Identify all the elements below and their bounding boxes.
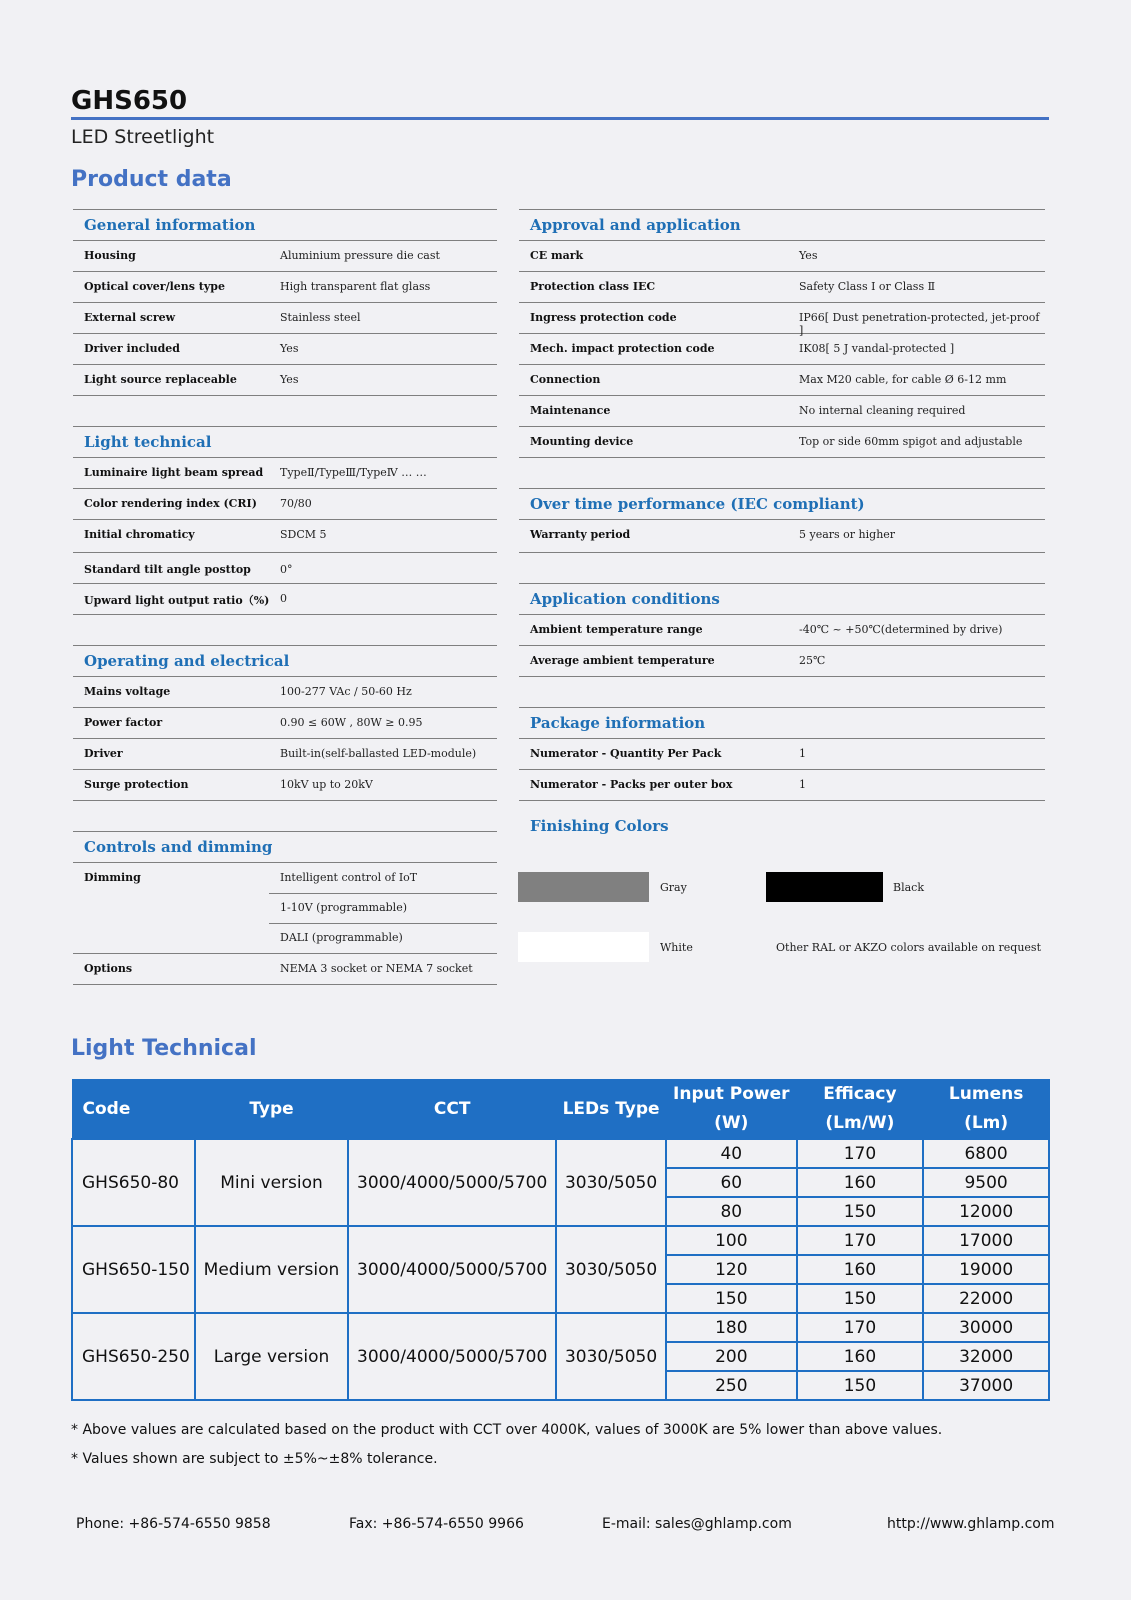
spec-label: Mounting device	[530, 435, 634, 448]
section-title: General information	[84, 216, 256, 234]
spacer-row	[73, 396, 497, 427]
spec-label: Warranty period	[530, 528, 631, 541]
spec-value: Yes	[280, 373, 299, 386]
header-cct: CCT	[348, 1080, 556, 1140]
header-line: Efficacy	[823, 1084, 897, 1104]
product-data-heading: Product data	[71, 167, 232, 192]
table-row	[72, 1139, 1049, 1168]
spec-value: 1	[799, 778, 806, 791]
spec-row	[73, 334, 497, 365]
spec-row	[73, 458, 497, 489]
spec-value: 0.90 ≤ 60W , 80W ≥ 0.95	[280, 716, 423, 729]
section-title: Controls and dimming	[84, 838, 273, 856]
cell-lumens: 22000	[923, 1284, 1049, 1313]
product-subtitle: LED Streetlight	[71, 126, 215, 148]
spec-label: Luminaire light beam spread	[84, 466, 264, 479]
cell-efficacy: 160	[797, 1342, 924, 1371]
spec-value: SDCM 5	[280, 528, 327, 541]
white-label: White	[660, 941, 693, 954]
dimming-label: Dimming	[84, 871, 141, 884]
table-row	[72, 1226, 1049, 1255]
header-code: Code	[72, 1080, 195, 1140]
spec-value: 10kV up to 20kV	[280, 778, 373, 791]
spacer-row	[519, 458, 1045, 489]
header-lumens	[923, 1080, 1049, 1140]
cell-efficacy: 170	[797, 1313, 924, 1342]
dimming-option	[269, 863, 497, 894]
spec-label: Initial chromaticy	[84, 528, 195, 541]
spec-value: NEMA 3 socket or NEMA 7 socket	[280, 962, 473, 975]
dimming-value: Intelligent control of IoT	[280, 871, 418, 884]
header-line: Input Power	[673, 1084, 790, 1104]
white-swatch	[518, 932, 649, 962]
header-line: (W)	[714, 1113, 749, 1133]
footer-email[interactable]: E-mail: sales@ghlamp.com	[602, 1516, 792, 1532]
dimming-option	[269, 923, 497, 953]
section-header-approval	[519, 209, 1045, 241]
spec-label: Driver	[84, 747, 123, 760]
cell-efficacy: 170	[797, 1226, 924, 1255]
spec-label: Numerator - Packs per outer box	[530, 778, 733, 791]
spec-row	[73, 739, 497, 770]
dimming-value: DALI (programmable)	[280, 931, 403, 944]
header-type: Type	[195, 1080, 348, 1140]
dimming-block	[73, 863, 497, 954]
other-colors-note: Other RAL or AKZO colors available on request	[776, 941, 1041, 954]
spec-value: IP66[ Dust penetration-protected, jet-proof ]	[799, 311, 1040, 337]
spec-row	[519, 739, 1045, 770]
spec-row	[519, 272, 1045, 303]
section-header-conditions	[519, 584, 1045, 615]
header-efficacy	[797, 1080, 924, 1140]
black-swatch	[766, 872, 883, 902]
spec-value: 1	[799, 747, 806, 760]
cell-type: Mini version	[195, 1139, 348, 1226]
footer-phone: Phone: +86-574-6550 9858	[76, 1516, 271, 1532]
section-title: Approval and application	[530, 216, 741, 234]
spec-row	[73, 489, 497, 520]
cell-efficacy: 150	[797, 1197, 924, 1226]
section-header-light	[73, 427, 497, 458]
spec-value: Yes	[799, 249, 818, 262]
spec-label: Maintenance	[530, 404, 611, 417]
left-spec-column	[73, 209, 497, 985]
cell-power: 150	[666, 1284, 797, 1313]
right-spec-column	[519, 209, 1045, 801]
spec-row	[519, 520, 1045, 553]
cell-lumens: 12000	[923, 1197, 1049, 1226]
black-label: Black	[893, 881, 924, 894]
spec-value: 0°	[280, 563, 293, 576]
spec-row	[519, 646, 1045, 677]
title-divider	[71, 117, 1049, 120]
spec-row	[73, 520, 497, 553]
light-technical-table	[71, 1079, 1050, 1401]
spec-label: Color rendering index (CRI)	[84, 497, 257, 510]
cell-power: 100	[666, 1226, 797, 1255]
section-title: Over time performance (IEC compliant)	[530, 495, 865, 513]
spec-value: Safety Class Ⅰ or Class Ⅱ	[799, 280, 936, 293]
cell-efficacy: 160	[797, 1168, 924, 1197]
spec-label: Connection	[530, 373, 601, 386]
spacer-row	[73, 801, 497, 832]
spec-value: Max M20 cable, for cable Ø 6-12 mm	[799, 373, 1007, 386]
spec-row	[73, 770, 497, 801]
cell-power: 40	[666, 1139, 797, 1168]
spec-label: Power factor	[84, 716, 163, 729]
spec-label: CE mark	[530, 249, 584, 262]
cell-leds: 3030/5050	[556, 1226, 666, 1313]
section-title: Package information	[530, 714, 706, 732]
spec-value: IK08[ 5 J vandal-protected ]	[799, 342, 955, 355]
spacer-row	[519, 553, 1045, 584]
spec-label: Optical cover/lens type	[84, 280, 225, 293]
header-line: (Lm)	[964, 1113, 1009, 1133]
cell-efficacy: 150	[797, 1284, 924, 1313]
spec-row	[519, 365, 1045, 396]
cell-efficacy: 150	[797, 1371, 924, 1400]
cell-lumens: 19000	[923, 1255, 1049, 1284]
footnote-tolerance: * Values shown are subject to ±5%~±8% tolerance.	[71, 1451, 438, 1467]
product-code-title: GHS650	[71, 86, 188, 116]
light-technical-heading: Light Technical	[71, 1036, 257, 1061]
gray-swatch	[518, 872, 649, 902]
cell-lumens: 32000	[923, 1342, 1049, 1371]
spec-label: Surge protection	[84, 778, 189, 791]
header-leds-type: LEDs Type	[556, 1080, 666, 1140]
cell-cct: 3000/4000/5000/5700	[348, 1226, 556, 1313]
footnote-cct: * Above values are calculated based on the product with CCT over 4000K, values of 3000K are 5% lower than above values.	[71, 1422, 943, 1438]
spec-value: Aluminium pressure die cast	[280, 249, 440, 262]
cell-cct: 3000/4000/5000/5700	[348, 1139, 556, 1226]
spacer-row	[519, 677, 1045, 708]
finishing-colors-heading: Finishing Colors	[530, 817, 669, 835]
spec-value: TypeⅡ/TypeⅢ/TypeⅣ … …	[280, 466, 427, 479]
section-header-package	[519, 708, 1045, 739]
cell-lumens: 37000	[923, 1371, 1049, 1400]
spec-value: Top or side 60mm spigot and adjustable	[799, 435, 1023, 448]
cell-power: 60	[666, 1168, 797, 1197]
spec-label: Mech. impact protection code	[530, 342, 715, 355]
spec-label: Mains voltage	[84, 685, 171, 698]
spec-value: -40℃ ~ +50℃(determined by drive)	[799, 623, 1003, 636]
spec-label: Options	[84, 962, 133, 975]
spec-label: Housing	[84, 249, 136, 262]
spec-row	[519, 241, 1045, 272]
spec-label: External screw	[84, 311, 176, 324]
spec-label: Upward light output ratio（%)	[84, 594, 270, 607]
header-line: Lumens	[948, 1084, 1024, 1104]
footer-fax: Fax: +86-574-6550 9966	[349, 1516, 524, 1532]
spec-row	[73, 365, 497, 396]
section-header-controls	[73, 832, 497, 863]
spec-value: 5 years or higher	[799, 528, 896, 541]
section-title: Light technical	[84, 433, 212, 451]
table-header-row	[72, 1080, 1049, 1140]
table-row	[72, 1313, 1049, 1342]
cell-leds: 3030/5050	[556, 1139, 666, 1226]
spec-label: Numerator - Quantity Per Pack	[530, 747, 722, 760]
spec-value: No internal cleaning required	[799, 404, 966, 417]
gray-label: Gray	[660, 881, 687, 894]
spec-value: 0	[280, 592, 287, 605]
cell-lumens: 30000	[923, 1313, 1049, 1342]
section-header-overtime	[519, 489, 1045, 520]
cell-lumens: 6800	[923, 1139, 1049, 1168]
spec-row	[73, 677, 497, 708]
spec-value: High transparent flat glass	[280, 280, 431, 293]
cell-lumens: 9500	[923, 1168, 1049, 1197]
spacer-row	[73, 615, 497, 646]
cell-code: GHS650-80	[72, 1139, 195, 1226]
spec-value: 70/80	[280, 497, 312, 510]
cell-power: 120	[666, 1255, 797, 1284]
spec-row	[73, 272, 497, 303]
spec-value: Built-in(self-ballasted LED-module)	[280, 747, 477, 760]
dimming-value: 1-10V (programmable)	[280, 901, 408, 914]
spec-label: Ambient temperature range	[530, 623, 703, 636]
spec-row	[519, 770, 1045, 801]
spec-row	[73, 708, 497, 739]
section-title: Application conditions	[530, 590, 720, 608]
cell-efficacy: 160	[797, 1255, 924, 1284]
cell-efficacy: 170	[797, 1139, 924, 1168]
spec-row	[519, 303, 1045, 337]
spec-value: 100-277 VAc / 50-60 Hz	[280, 685, 412, 698]
spec-row	[519, 427, 1045, 458]
cell-lumens: 17000	[923, 1226, 1049, 1255]
spec-label: Standard tilt angle posttop	[84, 563, 251, 576]
cell-type: Medium version	[195, 1226, 348, 1313]
section-header-general	[73, 209, 497, 241]
spec-value: 25℃	[799, 654, 826, 667]
spec-value: Stainless steel	[280, 311, 361, 324]
header-line: (Lm/W)	[825, 1113, 895, 1133]
cell-power: 200	[666, 1342, 797, 1371]
cell-code: GHS650-250	[72, 1313, 195, 1400]
spec-label: Ingress protection code	[530, 311, 677, 324]
cell-power: 80	[666, 1197, 797, 1226]
cell-code: GHS650-150	[72, 1226, 195, 1313]
spec-row	[73, 584, 497, 615]
spec-label: Protection class IEC	[530, 280, 656, 293]
spec-label: Average ambient temperature	[530, 654, 715, 667]
cell-cct: 3000/4000/5000/5700	[348, 1313, 556, 1400]
spec-row	[519, 334, 1045, 365]
cell-power: 250	[666, 1371, 797, 1400]
spec-row	[519, 396, 1045, 427]
spec-row	[73, 954, 497, 985]
cell-power: 180	[666, 1313, 797, 1342]
spec-row	[73, 303, 497, 334]
spec-value: Yes	[280, 342, 299, 355]
dimming-option	[269, 893, 497, 924]
section-title: Operating and electrical	[84, 652, 290, 670]
cell-type: Large version	[195, 1313, 348, 1400]
footer-website[interactable]: http://www.ghlamp.com	[887, 1516, 1055, 1532]
header-input-power	[666, 1080, 797, 1140]
spec-label: Light source replaceable	[84, 373, 237, 386]
section-header-operating	[73, 646, 497, 677]
spec-row	[73, 241, 497, 272]
spec-row	[519, 615, 1045, 646]
cell-leds: 3030/5050	[556, 1313, 666, 1400]
spec-row	[73, 553, 497, 584]
spec-label: Driver included	[84, 342, 180, 355]
